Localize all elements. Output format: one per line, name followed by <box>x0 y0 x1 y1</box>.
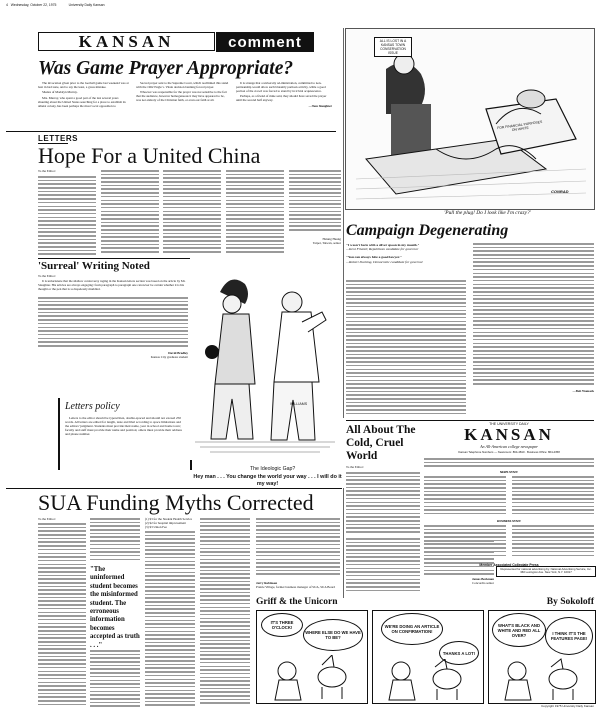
masthead-ad-addr: 360 Lexington Ave. New York, N.Y. 10017 <box>520 570 572 575</box>
masthead-business-staff: BUSINESS STAFF <box>497 519 521 523</box>
comic-copyright: Copyright 1975 University Daily Kansan <box>541 704 594 708</box>
china-col-1 <box>38 176 96 256</box>
comment-box <box>216 32 314 52</box>
campaign-quote-1: "I wasn't born with a silver spoon in my mouth." <box>346 243 420 247</box>
letters-label: LETTERS <box>38 134 78 143</box>
masthead-staff-right <box>512 476 594 518</box>
editorial-col-3 <box>236 82 332 130</box>
sua-col-2-bottom <box>90 650 140 710</box>
ideologic-drawing <box>190 262 340 460</box>
surreal-salutation: To the Editor: <box>38 274 56 278</box>
cartoon-artist: CONRAD <box>551 189 569 194</box>
comic-panel-3 <box>488 610 596 704</box>
sua-sig-title: Prairie Village, former business manager of SUA, SUA Board <box>256 584 336 589</box>
comic-panel-1 <box>256 610 368 704</box>
masthead-ad-box <box>496 566 596 577</box>
divider <box>38 258 190 259</box>
campaign-quote-1-attr: —Keni Frizzell, Republican candidate for governor <box>346 247 419 252</box>
china-signature <box>289 238 341 246</box>
china-headline: Hope For a United China <box>38 143 261 168</box>
surreal-text: It is unfortunate that the shallow controversy raging in the Kansan letters section was based on the article by Mr. Slaughter. His articles are always engaging: from paragraph to paragraph one can never be certain whether it is his thought or the pen that is so hopelessly muddled. <box>38 280 186 291</box>
masthead-small: THE UNIVERSITY DAILY <box>489 422 529 426</box>
divider <box>6 488 342 489</box>
surreal-headline: 'Surreal' Writing Noted <box>38 260 150 272</box>
section-header <box>38 32 316 53</box>
comic-panel-2 <box>372 610 484 704</box>
page-number: 4 <box>6 3 8 7</box>
alone-sig-title: Concordia senior <box>472 580 494 585</box>
sua-signature <box>256 582 340 590</box>
section-kansan: KANSAN <box>78 31 175 51</box>
policy-text: Letters to the editor should be typewritten, double-spaced and should not exceed 250 words. All letters are edited for length, taste and libel according to space limitations and the editors' judgment. Students must provide their name, year in school and home town; faculty and staff must provide their name and position; others must provide their address and phone number. <box>65 416 182 436</box>
sua-sig-name: Jerry Robinson <box>256 581 278 585</box>
folio-paper: University Daily Kansan <box>68 3 105 7</box>
masthead-business-right <box>512 525 594 559</box>
editorial-para: Whoever was responsible for the prayer was not sensitive to the fact that the audience, however homogeneous it may have appeared to be, was not entirely of the Christian faith, or even our faith at all. <box>136 90 228 103</box>
editorial-para: Mrs. Murray, who spent a good part of the last several years shouting about the United States searching for a place to establish its atheist colony, has been perhaps the most vocal opposition to <box>38 95 126 108</box>
comic-title: Griff & the Unicorn <box>256 597 338 607</box>
china-col-2 <box>101 170 159 256</box>
comic-bubble: IT'S THREE O'CLOCK! <box>261 613 303 637</box>
china-col-3 <box>163 170 221 256</box>
sua-list-item: (3) $3 Union Fee <box>145 524 167 529</box>
column-rule <box>343 488 344 598</box>
sua-pull-quote: "The uninformed student becomes the misinformed student. The erroneous information becomes accepted as truth . . ." <box>90 566 140 649</box>
campaign-col-1 <box>346 280 466 418</box>
masthead-name: KANSAN <box>464 425 554 444</box>
kansan-box <box>38 32 215 51</box>
editorial-para: The invocation given prior to the football game last weekend was at best in bad taste, and to say the least, a gross mistake. <box>38 82 129 89</box>
campaign-headline: Campaign Degenerating <box>346 222 509 239</box>
editorial-para: Shades of Madalyn Murray. <box>42 90 78 95</box>
cartoon-caption: 'Pull the plug! Do I look like I'm crazy?' <box>444 210 531 216</box>
folio-date: Wednesday, October 22, 1975 <box>10 3 57 7</box>
alone-col-1 <box>346 472 420 538</box>
campaign-col-2 <box>473 243 594 388</box>
masthead-tagline: An All-American college newspaper <box>480 444 538 449</box>
surreal-signature <box>110 352 188 360</box>
china-col-5 <box>289 170 341 236</box>
editorial-signature: —Tom Slaughter <box>308 103 332 108</box>
china-col-4 <box>226 170 284 256</box>
sua-col-1 <box>38 523 86 711</box>
masthead-ad-rep: Represented for national advertising by: National Advertising Service, Inc. <box>500 567 592 571</box>
cartoon-sign: ALL IS LOST IN A KANSAS TOWN CONSERVATION ISSUE <box>374 37 412 57</box>
sua-col-2-top <box>90 518 140 562</box>
alone-sig-name: James Beckman <box>471 577 494 581</box>
china-sig-title: Taipei, Taiwan, senior <box>312 240 341 245</box>
sua-col-3 <box>145 531 195 711</box>
divider <box>6 131 336 132</box>
comic-bubble: WHERE ELSE DO WE HAVE TO BE? <box>303 619 363 651</box>
divider <box>346 420 594 421</box>
comic-characters-3 <box>495 657 589 701</box>
china-sig-name: Hsiung Huang <box>322 237 341 241</box>
masthead-staff-left <box>424 476 506 518</box>
editorial-headline: Was Game Prayer Appropriate? <box>38 58 294 79</box>
editorial-col-2 <box>136 82 229 130</box>
surreal-sig-title: Kansas City graduate student <box>150 354 188 359</box>
campaign-signature: —Bob Womack <box>572 389 594 393</box>
alone-headline: All About The Cold, Cruel World <box>346 424 416 462</box>
china-salutation: To the Editor: <box>38 169 56 173</box>
comic-characters-1 <box>267 655 357 701</box>
surreal-body <box>38 297 188 351</box>
policy-title: Letters policy <box>65 401 120 412</box>
ideologic-artist: WILLIAMS <box>290 402 308 406</box>
sua-list-item: (1) $3 for the Student Health Service <box>145 517 193 521</box>
section-comment: comment <box>228 33 302 51</box>
masthead-member: Member Associated Collegiate Press <box>479 563 539 567</box>
ideologic-cartoon-image <box>190 262 340 460</box>
cartoon-box-label: FOR FINANCIAL PURPOSES ON WHITE <box>496 119 543 133</box>
comic-bubble: WHAT'S BLACK AND WHITE AND RED ALL OVER? <box>492 613 546 647</box>
surreal-sig-name: David Bradley <box>168 351 188 355</box>
campaign-quote-2: "You can always hire a good lawyer." <box>346 255 402 260</box>
sua-headline: SUA Funding Myths Corrected <box>38 490 314 515</box>
comic-bubble: WE'RE DOING AN ARTICLE ON CONFIRMATION! <box>381 613 443 645</box>
alone-col-1b <box>346 538 420 594</box>
comic-characters-2 <box>379 659 475 701</box>
campaign-quote-2-attr: —Robert Docking, Democratic candidate for governor <box>346 259 423 264</box>
sua-list <box>145 518 195 530</box>
sua-list-item: (2) $2 for hospital improvement <box>145 520 186 525</box>
editorial-para: Sacred prayer sent to the Supreme Court, which reaffirmed this stand with the 1962 Engle v. Vitale decision banning forced prayer. <box>136 82 229 89</box>
editorial-para: Perhaps, as a friend of mine said, they should have saved the prayer until the second half anyway. <box>236 94 327 103</box>
masthead-info <box>424 458 594 470</box>
column-rule <box>343 28 344 418</box>
campaign-quotes <box>346 243 466 264</box>
political-cartoon-image <box>345 28 595 210</box>
editorial-para: It is strange that a university ad-ministration, committed to non-partisanship would allow such blatantly partisan activity, while a good portion of the crowd was forced to stand by in trivial acquiescence. <box>236 82 326 93</box>
masthead-business-left <box>424 525 506 559</box>
masthead-phones: Kansan Telephone Numbers — Newsroom: 864-4810 · Business Office: 864-4358 <box>458 450 560 454</box>
folio-line <box>6 4 594 8</box>
comic-bubble: THANKS A LOT! <box>439 641 479 665</box>
alone-salutation: To the Editor: <box>346 465 364 469</box>
comic-author: By Sokoloff <box>546 597 594 607</box>
editorial-col-1 <box>38 82 130 130</box>
letters-policy-box <box>58 398 192 470</box>
sua-salutation: To the Editor: <box>38 517 56 521</box>
masthead-news-staff: NEWS STAFF <box>500 470 518 474</box>
ideologic-caption-1: The Ideologic Gap? <box>250 466 296 472</box>
ideologic-caption-2: Hey man . . . You change the world your way . . . I will do it my way! <box>193 474 342 487</box>
masthead <box>424 422 594 582</box>
comic-bubble: I THINK IT'S THE FEATURES PAGE! <box>545 617 593 655</box>
sua-col-5 <box>256 518 340 580</box>
sua-col-4 <box>200 518 250 711</box>
